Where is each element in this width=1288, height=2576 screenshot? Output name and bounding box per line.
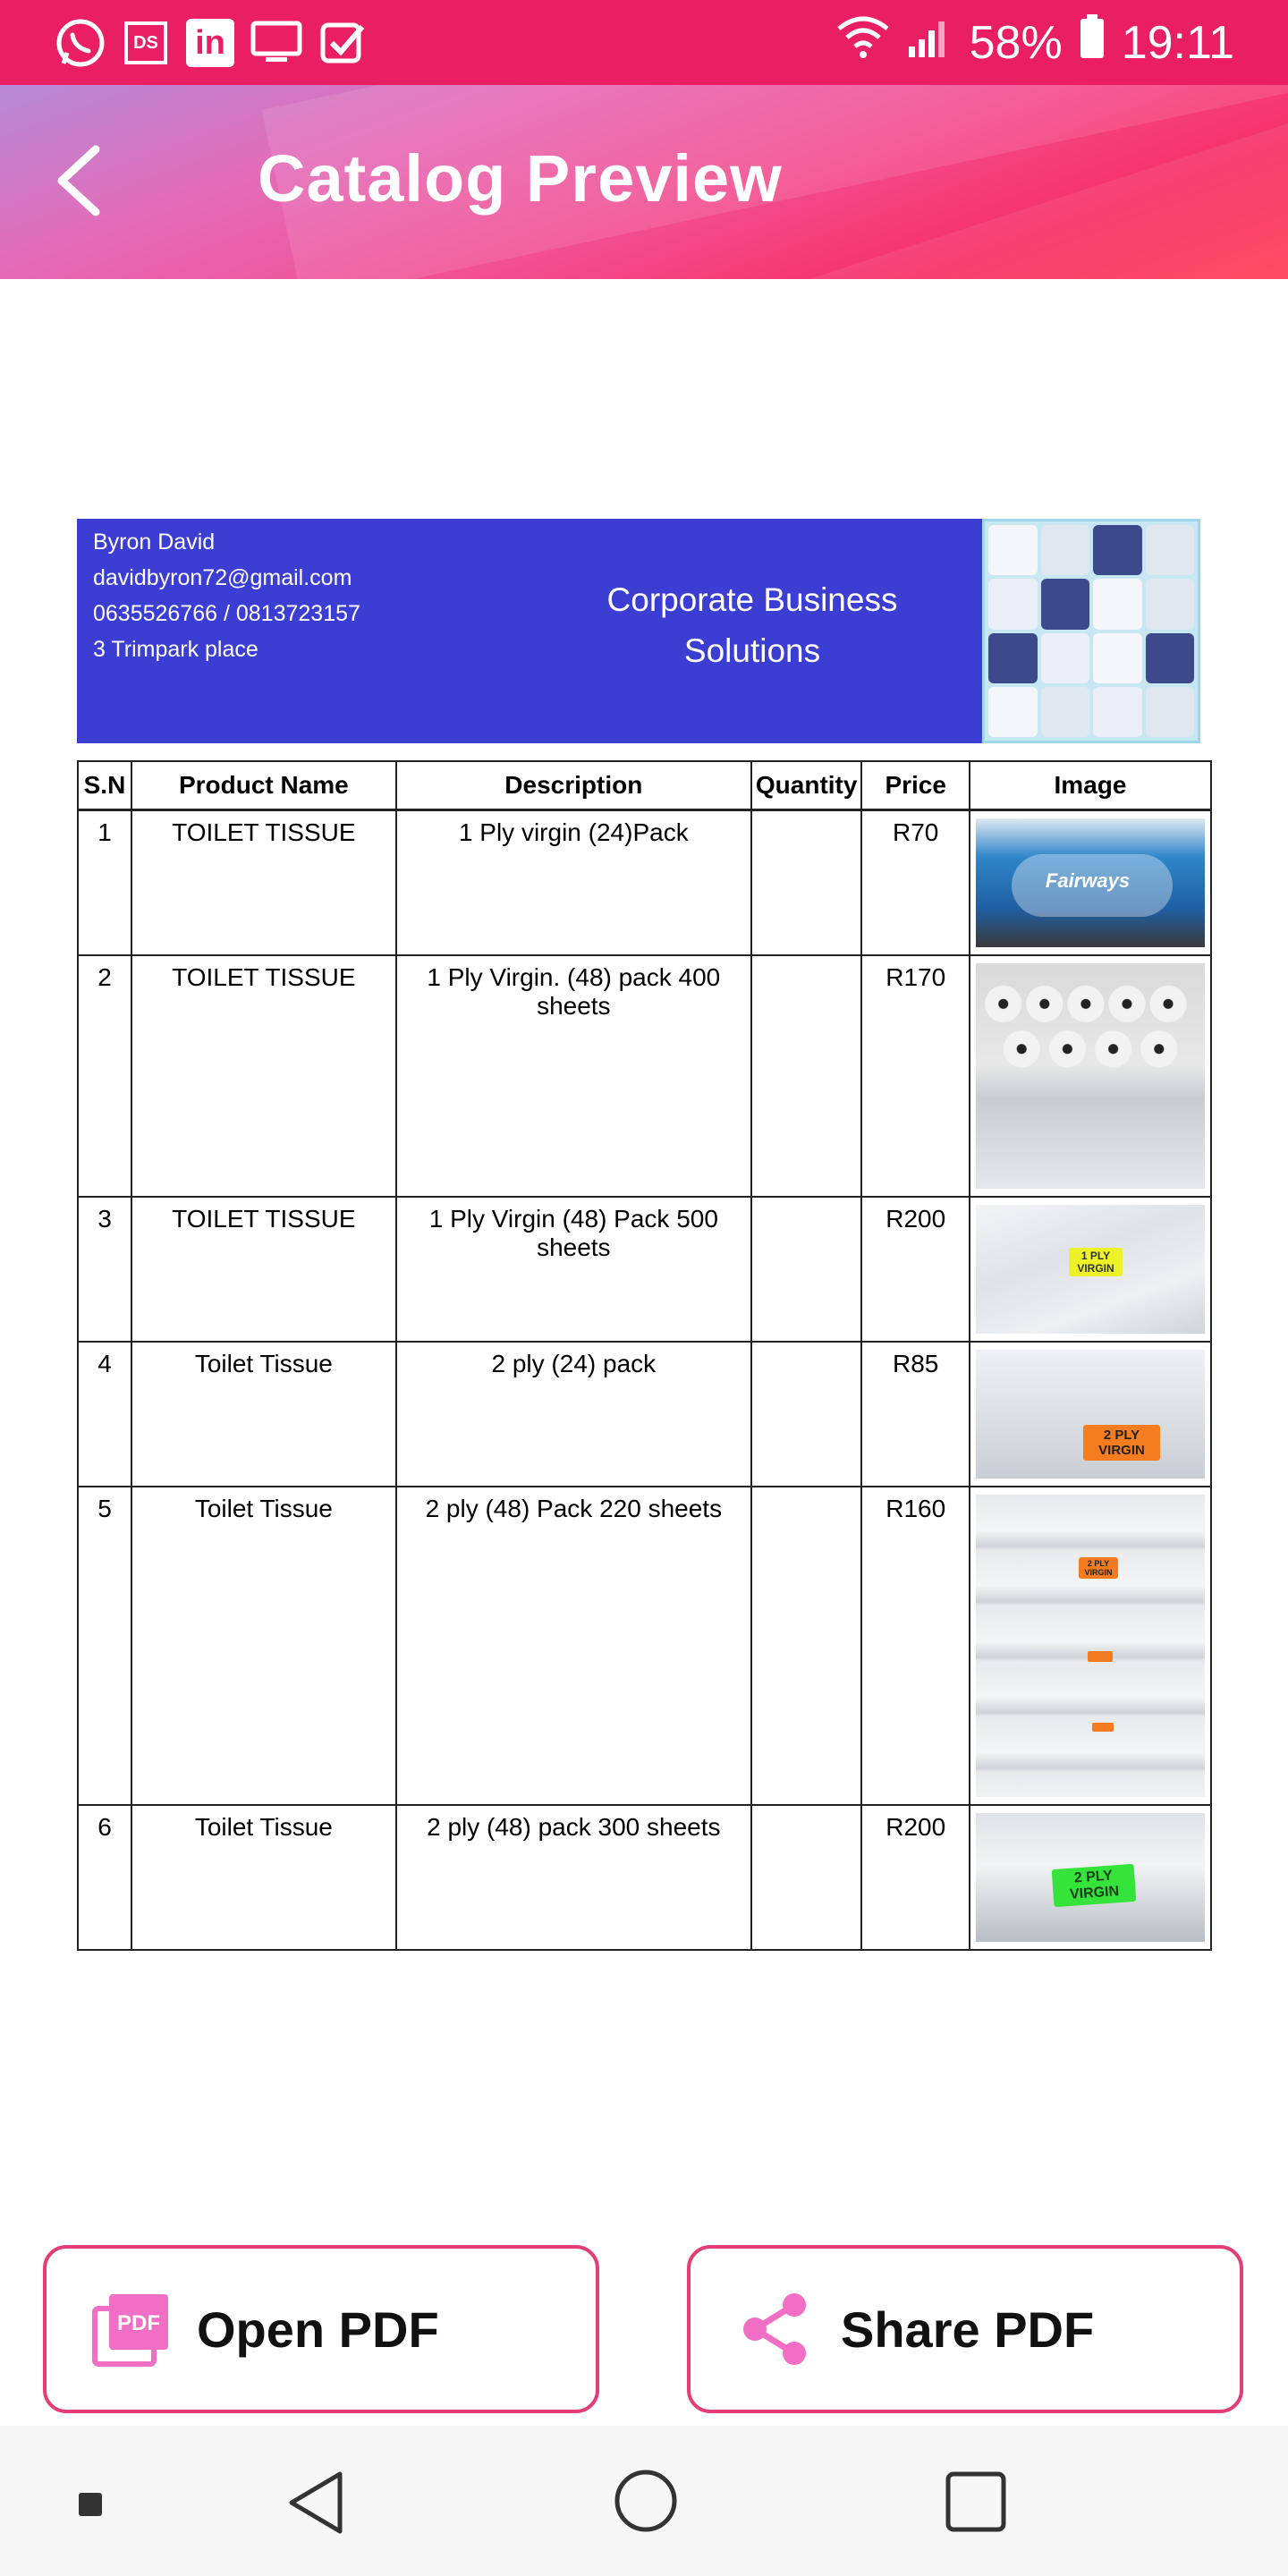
company-name: Corporate Business Solutions bbox=[606, 581, 898, 669]
table-header-row bbox=[78, 761, 1211, 810]
cell-price: R85 bbox=[861, 1342, 970, 1487]
cell-quantity bbox=[751, 1197, 862, 1342]
cell-image bbox=[970, 1487, 1211, 1805]
checkbox-icon bbox=[318, 18, 368, 68]
menu-dot-icon[interactable] bbox=[79, 2493, 102, 2516]
battery-icon bbox=[1079, 13, 1106, 72]
cell-image bbox=[970, 1197, 1211, 1342]
cell-price: R70 bbox=[861, 810, 970, 956]
cell-product-name: Toilet Tissue bbox=[131, 1342, 396, 1487]
contact-info bbox=[93, 524, 360, 667]
table-row bbox=[78, 1197, 1211, 1342]
triangle-back-icon bbox=[284, 2469, 347, 2537]
status-bar bbox=[0, 0, 1288, 85]
contact-phone: 0635526766 / 0813723157 bbox=[93, 601, 360, 626]
nav-home-button[interactable] bbox=[614, 2469, 678, 2538]
cell-price: R200 bbox=[861, 1197, 970, 1342]
pdf-icon bbox=[91, 2289, 172, 2369]
cell-product-name: Toilet Tissue bbox=[131, 1487, 396, 1805]
column-header: Price bbox=[861, 761, 970, 810]
product-image: 2 PLY VIRGIN bbox=[976, 1813, 1205, 1942]
table-row bbox=[78, 1487, 1211, 1805]
cell-sn: 2 bbox=[78, 955, 131, 1197]
product-image: 2 PLY VIRGIN bbox=[976, 1495, 1205, 1797]
system-navigation-bar bbox=[0, 2426, 1288, 2576]
contact-address: 3 Trimpark place bbox=[93, 637, 258, 662]
wifi-icon bbox=[835, 14, 891, 71]
column-header: Product Name bbox=[131, 761, 396, 810]
chevron-left-icon bbox=[49, 140, 121, 221]
catalog-banner bbox=[77, 519, 983, 743]
product-image bbox=[976, 963, 1205, 1189]
product-table bbox=[77, 760, 1212, 1951]
cell-price: R170 bbox=[861, 955, 970, 1197]
signal-icon bbox=[907, 14, 953, 71]
cell-product-name: TOILET TISSUE bbox=[131, 810, 396, 956]
table-row bbox=[78, 955, 1211, 1197]
nav-back-button[interactable] bbox=[284, 2469, 347, 2541]
cell-image bbox=[970, 1342, 1211, 1487]
column-header: Description bbox=[396, 761, 751, 810]
cell-price: R200 bbox=[861, 1805, 970, 1950]
cell-description: 2 ply (48) Pack 220 sheets bbox=[396, 1487, 751, 1805]
circle-home-icon bbox=[614, 2469, 678, 2533]
open-pdf-label: Open PDF bbox=[197, 2301, 439, 2358]
battery-text: 58% bbox=[969, 16, 1063, 69]
contact-name: Byron David bbox=[93, 530, 216, 555]
cell-product-name: Toilet Tissue bbox=[131, 1805, 396, 1950]
app-bar bbox=[0, 85, 1288, 279]
cell-quantity bbox=[751, 1487, 862, 1805]
share-pdf-label: Share PDF bbox=[841, 2301, 1095, 2358]
square-recents-icon bbox=[945, 2470, 1007, 2533]
cell-quantity bbox=[751, 955, 862, 1197]
product-image: 2 PLY VIRGIN bbox=[976, 1350, 1205, 1479]
product-image: 1 PLY VIRGIN bbox=[976, 1205, 1205, 1334]
cell-image bbox=[970, 955, 1211, 1197]
column-header: S.N bbox=[78, 761, 131, 810]
cell-description: 1 Ply virgin (24)Pack bbox=[396, 810, 751, 956]
cell-price: R160 bbox=[861, 1487, 970, 1805]
back-button[interactable] bbox=[49, 140, 121, 221]
cell-quantity bbox=[751, 1805, 862, 1950]
nav-recents-button[interactable] bbox=[945, 2470, 1007, 2538]
company-logo-image bbox=[982, 519, 1200, 743]
status-right bbox=[835, 0, 1234, 85]
cell-description: 2 ply (24) pack bbox=[396, 1342, 751, 1487]
cell-description: 2 ply (48) pack 300 sheets bbox=[396, 1805, 751, 1950]
cell-sn: 6 bbox=[78, 1805, 131, 1950]
svg-text:PDF: PDF bbox=[117, 2311, 160, 2335]
contact-email: davidbyron72@gmail.com bbox=[93, 565, 352, 590]
open-pdf-button[interactable] bbox=[43, 2245, 599, 2413]
table-row bbox=[78, 1342, 1211, 1487]
clock: 19:11 bbox=[1121, 16, 1234, 69]
cell-sn: 5 bbox=[78, 1487, 131, 1805]
cell-image bbox=[970, 810, 1211, 956]
ds-icon: DS bbox=[121, 18, 171, 68]
column-header: Image bbox=[970, 761, 1211, 810]
cell-product-name: TOILET TISSUE bbox=[131, 955, 396, 1197]
column-header: Quantity bbox=[751, 761, 862, 810]
monitor-icon bbox=[248, 18, 305, 68]
cell-quantity bbox=[751, 810, 862, 956]
cell-quantity bbox=[751, 1342, 862, 1487]
cell-sn: 3 bbox=[78, 1197, 131, 1342]
cell-product-name: TOILET TISSUE bbox=[131, 1197, 396, 1342]
cell-sn: 1 bbox=[78, 810, 131, 956]
cell-description: 1 Ply Virgin (48) Pack 500 sheets bbox=[396, 1197, 751, 1342]
share-pdf-button[interactable] bbox=[687, 2245, 1243, 2413]
table-row bbox=[78, 1805, 1211, 1950]
linkedin-icon: in bbox=[183, 18, 237, 68]
page-title: Catalog Preview bbox=[258, 141, 783, 216]
cell-description: 1 Ply Virgin. (48) pack 400 sheets bbox=[396, 955, 751, 1197]
whatsapp-icon bbox=[54, 18, 107, 68]
product-image: Fairways bbox=[976, 818, 1205, 947]
cell-sn: 4 bbox=[78, 1342, 131, 1487]
cell-image bbox=[970, 1805, 1211, 1950]
share-icon bbox=[735, 2289, 816, 2369]
table-row bbox=[78, 810, 1211, 956]
